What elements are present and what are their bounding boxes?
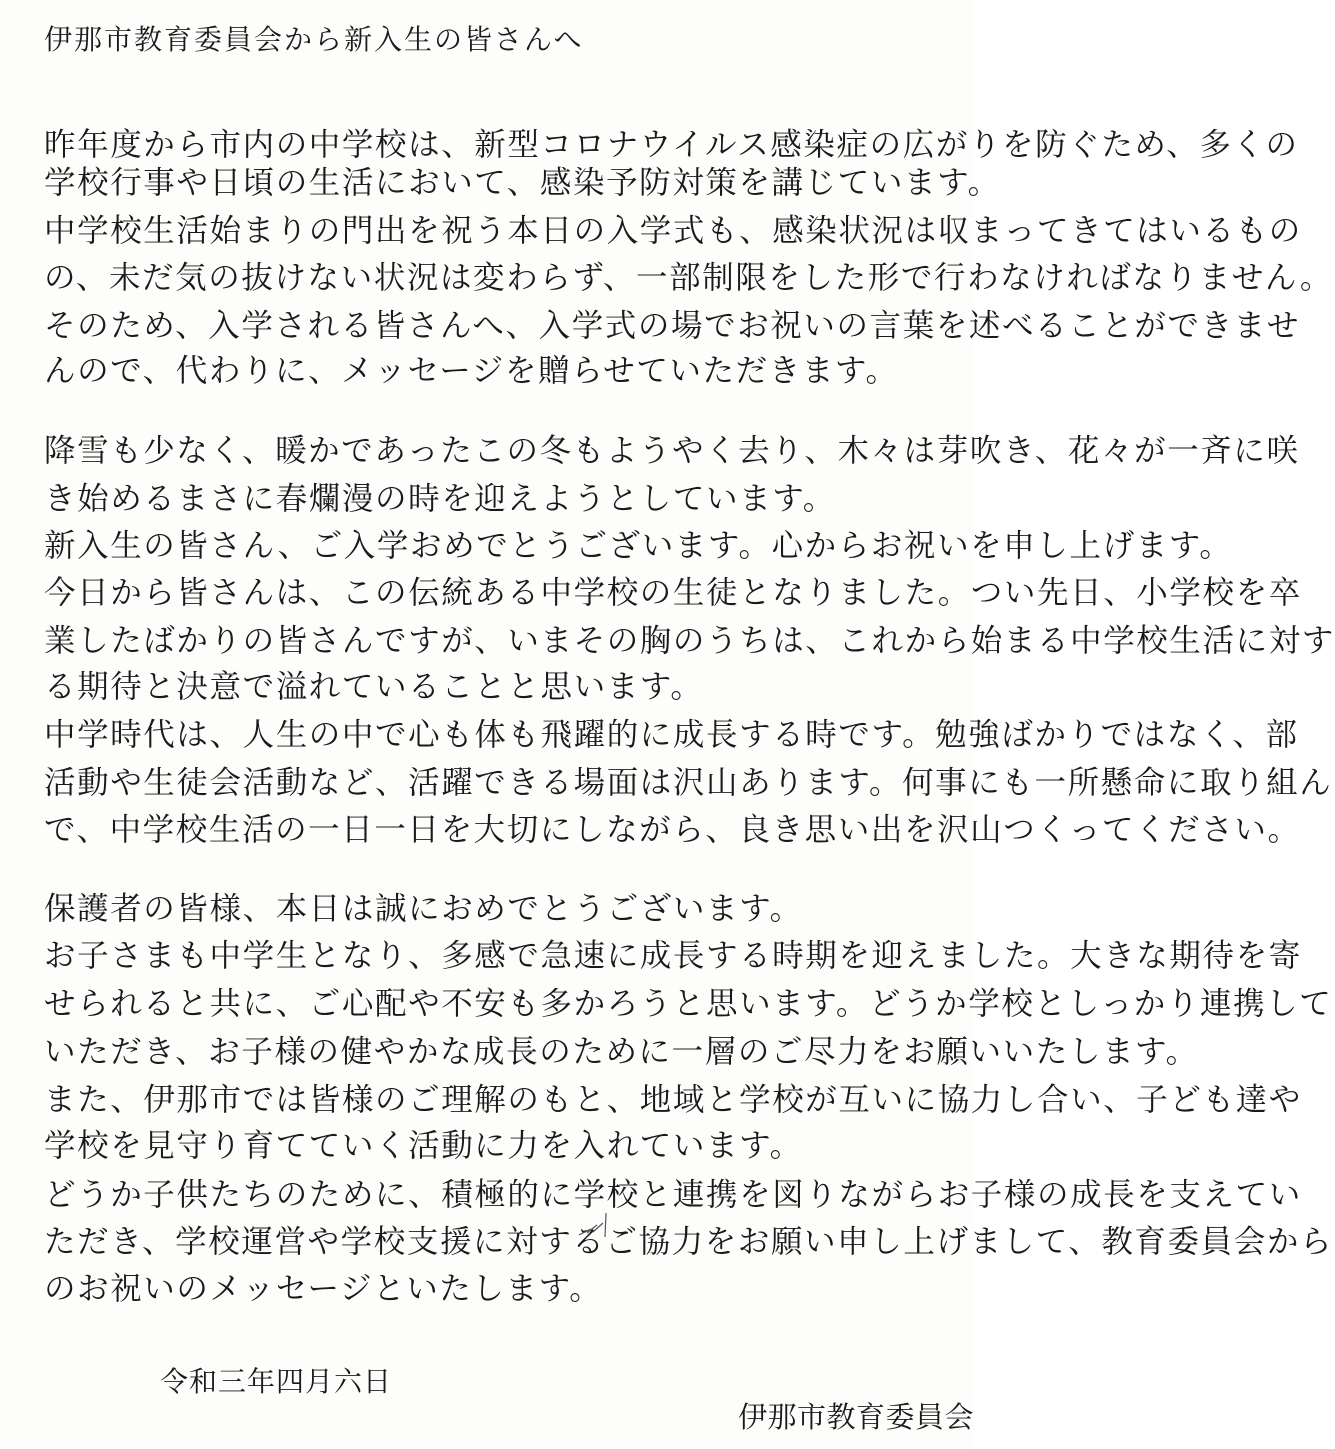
- guardians-line-2: お子さまも中学生となり、多感で急速に成長する時期を迎えました。大きな期待を寄: [44, 938, 1302, 974]
- guardians-line-9: のお祝いのメッセージといたします。: [44, 1271, 603, 1307]
- letter-signature: 伊那市教育委員会: [738, 1400, 975, 1434]
- intro-line-4: の、未だ気の抜けない状況は変わらず、一部制限をした形で行わなければなりません。: [44, 260, 1334, 296]
- students-line-1: 降雪も少なく、暖かであったこの冬もようやく去り、木々は芽吹き、花々が一斉に咲: [44, 433, 1300, 469]
- guardians-line-4: いただき、お子様の健やかな成長のために一層のご尽力をお願いいたします。: [44, 1034, 1199, 1070]
- intro-line-5: そのため、入学される皆さんへ、入学式の場でお祝いの言葉を述べることができませ: [44, 308, 1300, 344]
- letter-date: 令和三年四月六日: [160, 1365, 393, 1398]
- intro-line-6: んので、代わりに、メッセージを贈らせていただきます。: [44, 353, 899, 389]
- students-line-2: き始めるまさに春爛漫の時を迎えようとしています。: [44, 481, 836, 517]
- students-line-4: 今日から皆さんは、この伝統ある中学校の生徒となりました。つい先日、小学校を卒: [44, 575, 1302, 611]
- students-line-9: で、中学校生活の一日一日を大切にしながら、良き思い出を沢山つくってください。: [44, 812, 1301, 848]
- intro-line-1: 昨年度から市内の中学校は、新型コロナウイルス感染症の広がりを防ぐため、多くの: [44, 127, 1299, 163]
- students-line-6: る期待と決意で溢れていることと思います。: [44, 669, 704, 705]
- guardians-line-8: ただき、学校運営や学校支援に対するご協力をお願い申し上げまして、教育委員会から: [44, 1224, 1334, 1260]
- students-line-3: 新入生の皆さん、ご入学おめでとうございます。心からお祝いを申し上げます。: [44, 528, 1233, 564]
- letter-title: 伊那市教育委員会から新入生の皆さんへ: [44, 23, 584, 56]
- guardians-line-7: どうか子供たちのために、積極的に学校と連携を図りながらお子様の成長を支えてい: [44, 1177, 1302, 1213]
- students-line-8: 活動や生徒会活動など、活躍できる場面は沢山あります。何事にも一所懸命に取り組ん: [44, 765, 1333, 801]
- students-line-7: 中学時代は、人生の中で心も体も飛躍的に成長する時です。勉強ばかりではなく、部: [44, 717, 1299, 753]
- guardians-line-5: また、伊那市では皆様のご理解のもと、地域と学校が互いに協力し合い、子ども達や: [44, 1082, 1302, 1118]
- guardians-line-1: 保護者の皆様、本日は誠におめでとうございます。: [44, 891, 803, 927]
- guardians-line-3: せられると共に、ご心配や不安も多かろうと思います。どうか学校としっかり連携して: [44, 986, 1333, 1022]
- intro-line-2: 学校行事や日頃の生活において、感染予防対策を講じています。: [44, 165, 1001, 201]
- students-line-5: 業したばかりの皆さんですが、いまその胸のうちは、これから始まる中学校生活に対す: [44, 623, 1335, 659]
- guardians-line-6: 学校を見守り育てていく活動に力を入れています。: [44, 1128, 803, 1164]
- intro-line-3: 中学校生活始まりの門出を祝う本日の入学式も、感染状況は収まってきてはいるもの: [44, 213, 1302, 249]
